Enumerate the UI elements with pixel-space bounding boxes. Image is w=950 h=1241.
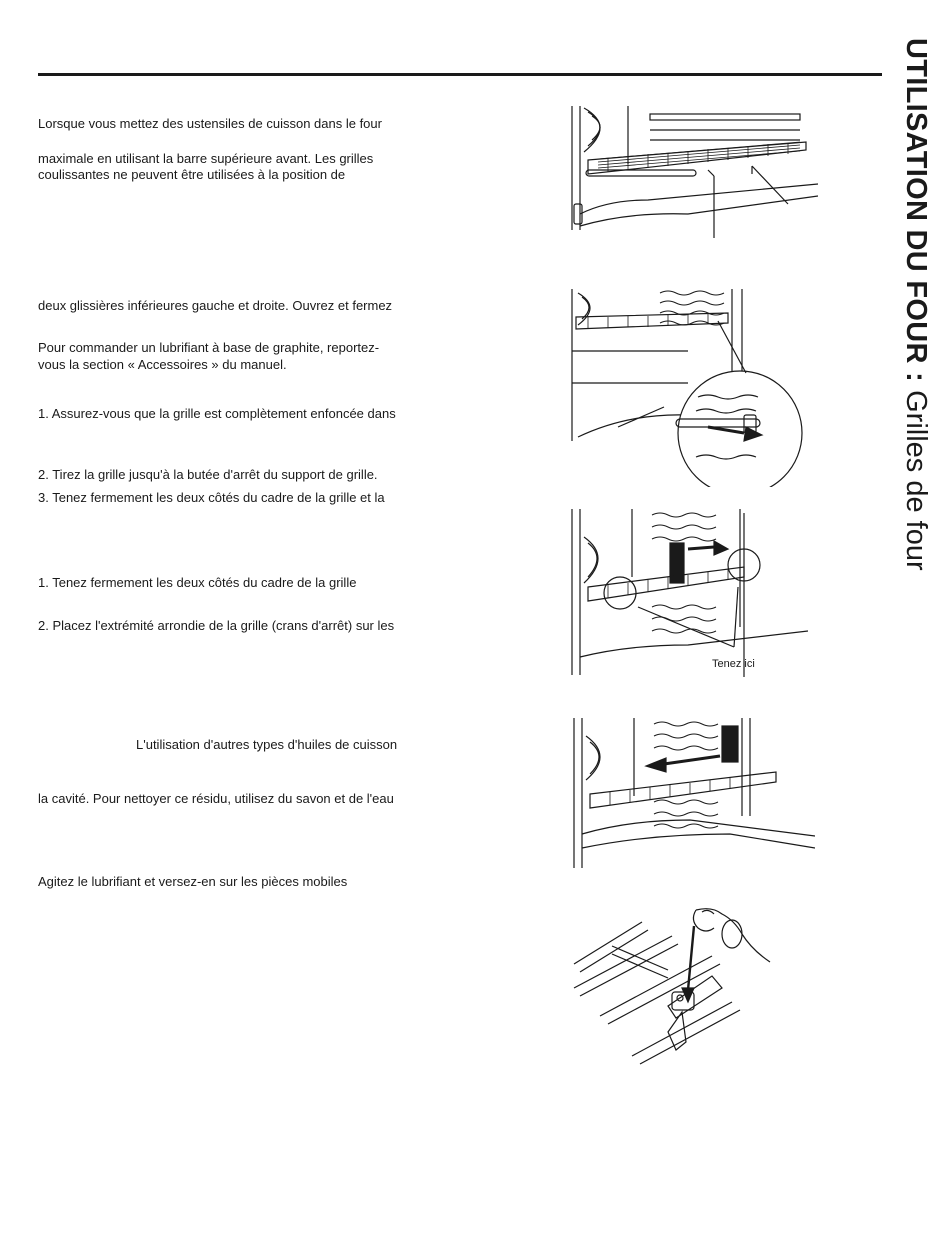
rack-removal-detail-illustration	[568, 287, 808, 487]
step-item: 3. Tenez fermement les deux côtés du cadre de la grille et la	[38, 490, 385, 505]
paragraph-line: maximale en utilisant la barre supérieure avant. Les grilles	[38, 151, 374, 166]
paragraph-line: coulissantes ne peuvent être utilisées à la position de	[38, 167, 346, 182]
paragraph-line: Lorsque vous mettez des ustensiles de cuisson dans le four	[38, 116, 382, 131]
paragraph-line: vous la section « Accessoires » du manuel.	[38, 357, 287, 372]
paragraph-line: la cavité. Pour nettoyer ce résidu, utilisez du savon et de l'eau	[38, 791, 394, 806]
paragraph-line: Pour commander un lubrifiant à base de graphite, reportez-	[38, 340, 380, 355]
lubricant-application-illustration	[572, 906, 782, 1086]
header-rule	[38, 73, 882, 76]
paragraph-line: deux glissières inférieures gauche et droite. Ouvrez et fermez	[38, 298, 393, 313]
paragraph-line: L'utilisation d'autres types d'huiles de cuisson	[136, 737, 398, 752]
step-item: 2. Placez l'extrémité arrondie de la grille (crans d'arrêt) sur les	[38, 618, 395, 633]
figure-caption-hold-here: Tenez ici	[712, 658, 755, 670]
paragraph-line: Agitez le lubrifiant et versez-en sur les pièces mobiles	[38, 874, 348, 889]
section-title-vertical	[896, 38, 936, 638]
step-item: 2. Tirez la grille jusqu'à la butée d'arrêt du support de grille.	[38, 467, 378, 482]
section-title-bold: UTILISATION DU FOUR :	[900, 38, 932, 383]
oven-rack-front-bar-illustration	[568, 104, 818, 240]
hold-rack-frame-illustration	[568, 507, 808, 679]
step-item: 1. Assurez-vous que la grille est complètement enfoncée dans	[38, 406, 396, 421]
rack-insertion-illustration	[570, 716, 815, 872]
step-item: 1. Tenez fermement les deux côtés du cadre de la grille	[38, 575, 357, 590]
section-title-light: Grilles de four	[900, 382, 932, 571]
